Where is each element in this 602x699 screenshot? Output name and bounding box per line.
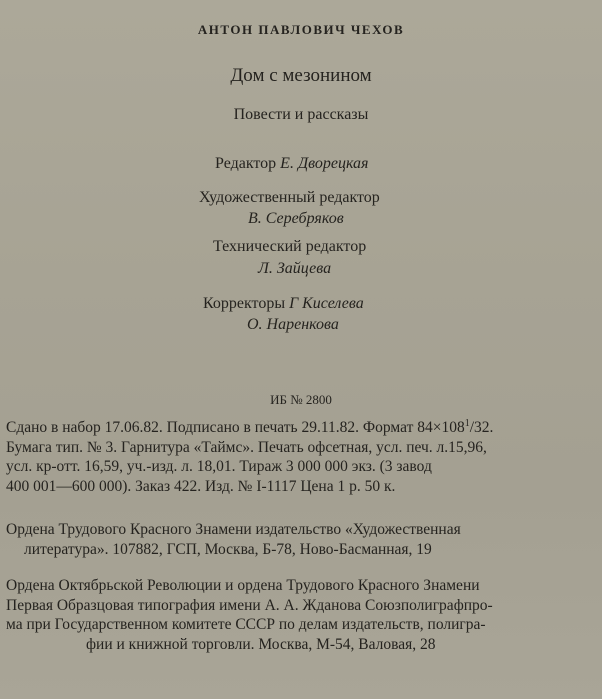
printer-line: ма при Государственном комитете СССР по делам издательств, полигра- (6, 616, 486, 633)
publisher-line: Ордена Трудового Красного Знамени издательство «Художественная (6, 521, 461, 538)
author-name: АНТОН ПАВЛОВИЧ ЧЕХОВ (197, 22, 405, 37)
tech-editor-name: Л. Зайцева (258, 260, 332, 277)
art-editor-name: В. Серебряков (248, 210, 344, 227)
print-info-line: Сдано в набор 17.06.82. Подписано в печать 29.11.82. Формат $84\times 108^1/32$. (6, 418, 494, 437)
printer-block (6, 576, 598, 654)
tech-editor-label: Технический редактор (213, 238, 367, 255)
printer-line: фии и книжной торговли. Москва, М-54, Валовая, 28 (86, 635, 436, 653)
correctors-credit (203, 295, 364, 313)
book-subtitle: Повести и рассказы (233, 106, 369, 123)
corrector-2-name: О. Наренкова (247, 316, 339, 333)
print-info-line: 400 001—600 000). Заказ 422. Изд. № I-1117 Цена 1 р. 50 к. (6, 477, 396, 495)
editor-credit (215, 155, 368, 173)
printer-line: Ордена Октябрьской Революции и ордена Трудового Красного Знамени (6, 577, 480, 594)
print-info-block (6, 414, 598, 496)
print-info-line: усл. кр-отт. 16,59, уч.-изд. л. 18,01. Тираж 3 000 000 экз. (3 завод (6, 458, 432, 476)
art-editor-label: Художественный редактор (199, 189, 380, 206)
ib-number: ИБ № 2800 (270, 392, 332, 407)
publisher-line: литература». 107882, ГСП, Москва, Б-78, Ново-Басманная, 19 (24, 540, 432, 558)
editor-label: Редактор (215, 155, 277, 172)
print-info-line: Бумага тип. № 3. Гарнитура «Таймс». Печать офсетная, усл. печ. л.15,96, (6, 438, 487, 456)
correctors-label: Корректоры (203, 295, 286, 312)
editor-name: Е. Дворецкая (280, 155, 369, 172)
book-title: Дом с мезонином (230, 65, 372, 86)
corrector-1-name: Г Киселева (289, 295, 364, 312)
printer-line: Первая Образцовая типография имени А. А. Жданова Союзполиграфпро- (6, 596, 493, 614)
publisher-block (6, 520, 598, 559)
